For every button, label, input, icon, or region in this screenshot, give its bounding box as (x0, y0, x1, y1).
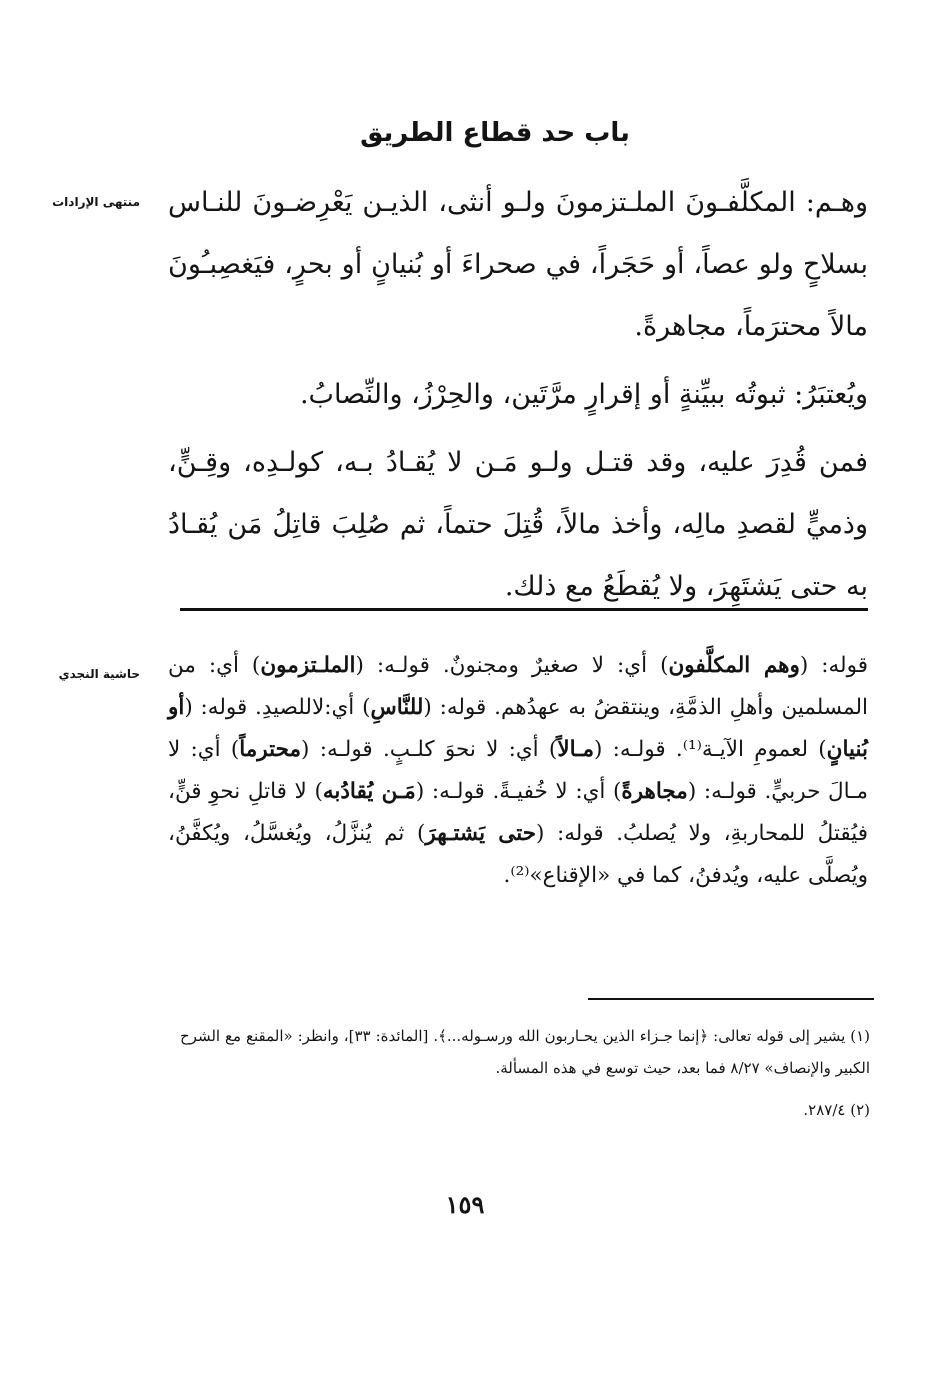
commentary-lemma: أو بُنيانٍ (168, 695, 868, 762)
page-number: ١٥٩ (445, 1190, 485, 1219)
main-paragraph: وهـم: المكلَّفـونَ الملـتزمونَ ولـو أنثى، الذيـن يَعْرِضـونَ للنـاس بسلاحٍ ولو عصاً، أو حَجَراً، في صحراءَ أو بُنيانٍ أو بحرٍ، فيَغصِبـُونَ مالاً محترَماً، مجاهرةً. (168, 187, 868, 342)
commentary-run: قوله: ( (799, 653, 868, 678)
footnote: (٢) ٢٨٧/٤. (803, 1101, 870, 1119)
commentary-run: ) لعمومِ الآيـة⁽¹⁾. قولـه: ( (593, 737, 827, 762)
main-paragraph: فمن قُدِرَ عليه، وقد قتـل ولـو مَـن لا يُقـادُ بـه، كولـدِه، وقِـنٍّ، وذميٍّ لقصدِ مالِه، وأخذ مالاً، قُتِلَ حتماً، ثم صُلِبَ قاتِلُ مَن يُقـادُ به حتى يَشتَهِرَ، ولا يُقطَعُ مع ذلك. (168, 447, 868, 602)
commentary-run: ) لا قاتلِ نحوِ قنٍّ، فيُقتلُ للمحاربةِ، ولا يُصلبُ. قوله: ( (168, 779, 868, 846)
section-divider (180, 608, 868, 611)
commentary-lemma: محترماً (239, 737, 302, 762)
commentary-lemma: الملـتزمون (260, 653, 356, 678)
footnote-divider (588, 998, 874, 1000)
commentary-run: ) ثم يُنزَّلُ، ويُغسَّلُ، ويُكفَّنُ، ويُصلَّى عليه، ويُدفنُ، كما في «الإقناع»⁽²⁾. (168, 821, 868, 888)
commentary-lemma: مَـن يُقادُبه (322, 779, 416, 804)
commentary-run: ) أي: لا نحوَ كلـبٍ. قولـه: ( (301, 737, 558, 762)
footnote: (١) يشير إلى قوله تعالى: ﴿إنما جـزاء الذين يحـاربون الله ورسـوله...﴾. [المائدة: ٣٣]، وانظر: «المقنع مع الشرح الكبير والإنصاف» ٨/٢٧ فما بعد، حيث توسع في هذه المسألة. (180, 1027, 870, 1077)
commentary-run: ) أي: لا مـالَ حربيٍّ. قولـه: ( (168, 737, 868, 804)
commentary-run: ) أي: لا صغيرٌ ومجنونٌ. قولـه: ( (355, 653, 669, 678)
commentary-run: ) أي:لاللصيدِ. قوله: ( (184, 695, 371, 720)
commentary-text (168, 645, 868, 897)
commentary-lemma: وهم المكلَّفون (668, 653, 800, 678)
main-text (168, 172, 868, 624)
commentary-lemma: حتى يَشتـهرَ (425, 821, 537, 846)
commentary-lemma: مجاهرةً (621, 779, 688, 804)
main-paragraph: ويُعتبَرُ: ثبوتُه ببيِّنةٍ أو إقرارٍ مرَّتَين، والحِرْزُ، والنِّصابُ. (299, 379, 868, 410)
commentary-run: ) أي: لا خُفيـةً. قولـه: ( (415, 779, 622, 804)
footnotes (180, 1020, 870, 1136)
commentary-run: ) أي: من المسلمين وأهلِ الذمَّةِ، وينتقضُ به عهدُهم. قوله: ( (168, 653, 868, 720)
commentary-lemma: للنَّاسِ (370, 695, 424, 720)
side-label-hashiya: حاشية النجدي (58, 667, 140, 681)
commentary-lemma: مـالاً (557, 737, 594, 762)
chapter-title: باب حد قطاع الطريق (360, 118, 630, 148)
side-label-matn: منتهى الإرادات (52, 195, 140, 209)
